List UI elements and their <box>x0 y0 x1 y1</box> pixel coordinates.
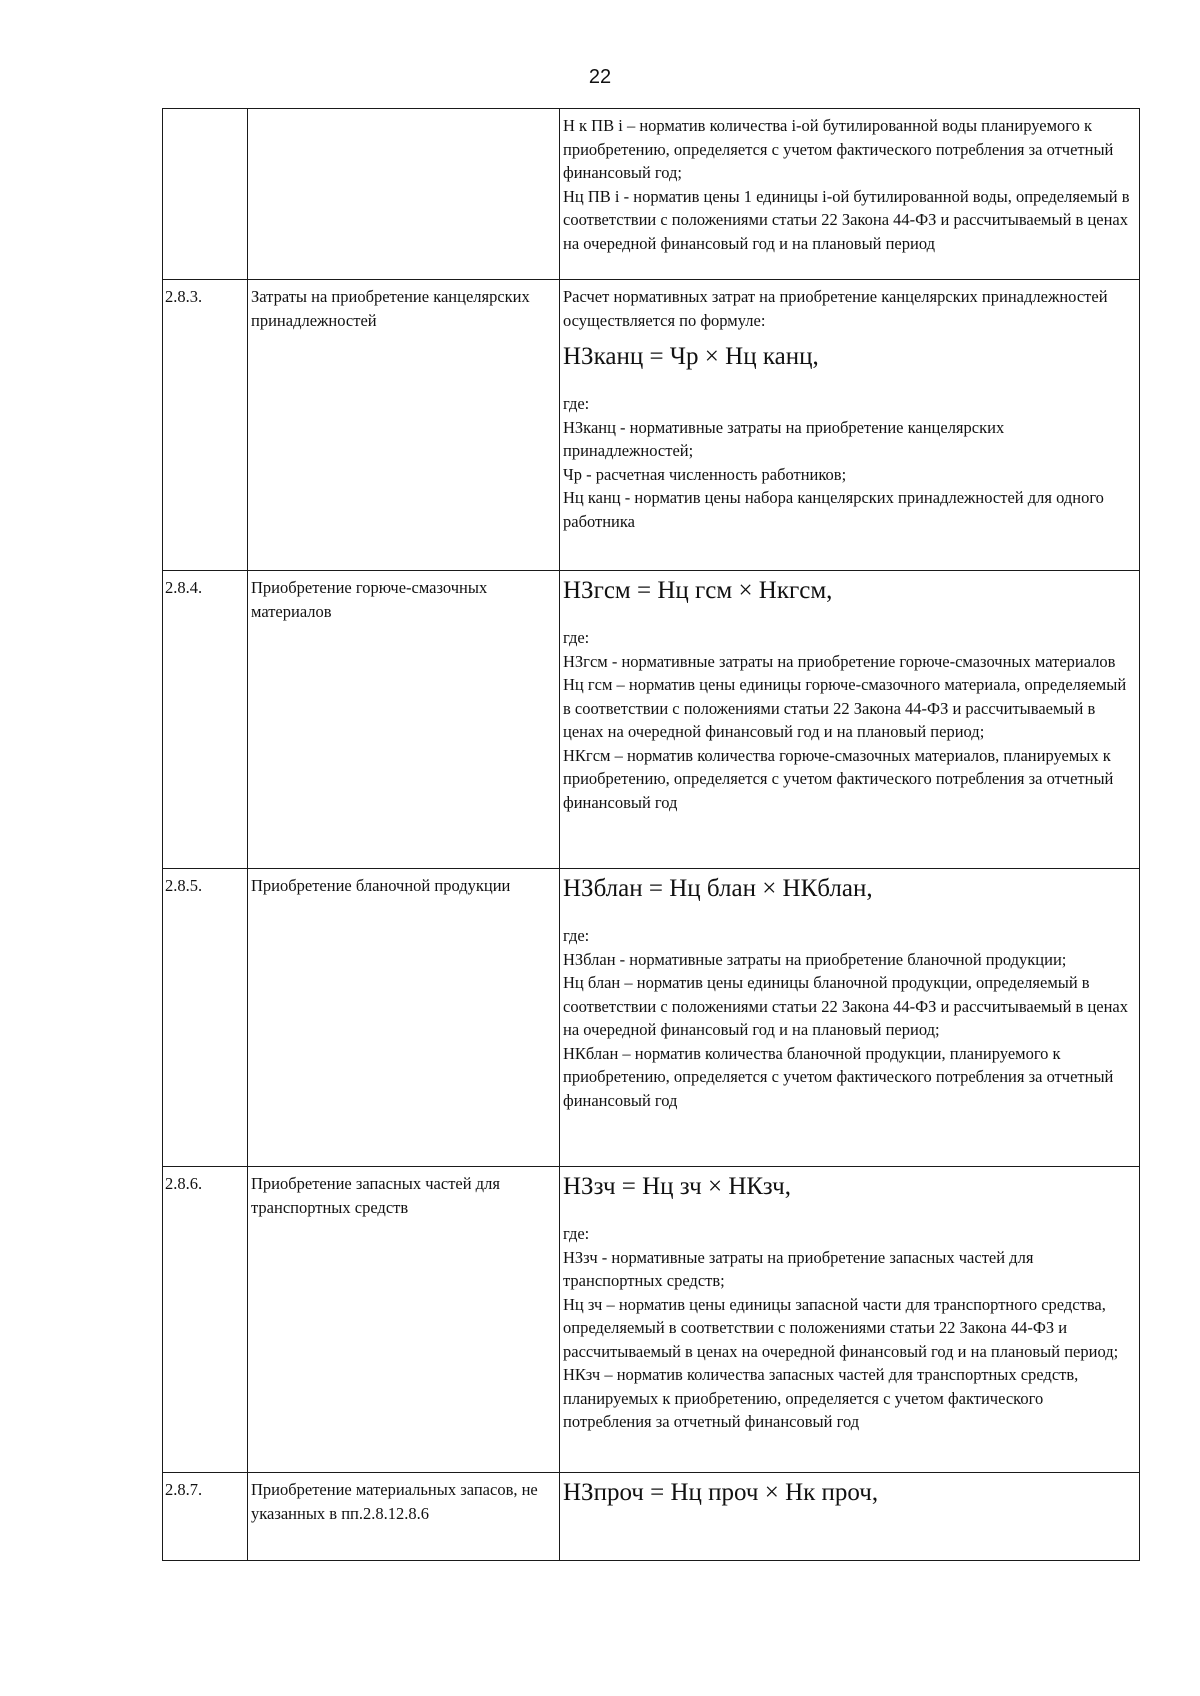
table-row-2-8-3 <box>163 280 1140 571</box>
table-row-2-8-6 <box>163 1167 1140 1473</box>
table-row-2-8-5 <box>163 869 1140 1167</box>
formula-intro: Расчет нормативных затрат на приобретение канцелярских принадлежностей осуществляется по формуле: <box>563 287 1108 330</box>
row-number-cell: 2.8.4. <box>163 571 248 869</box>
formula: НЗзч = Нц зч × НКзч, <box>563 1173 791 1200</box>
where-label: где: <box>563 926 590 945</box>
row-description-cell <box>560 1473 1140 1561</box>
row-number-cell: 2.8.3. <box>163 280 248 571</box>
row-name-cell: Приобретение материальных запасов, не указанных в пп.2.8.12.8.6 <box>248 1473 560 1561</box>
page-number: 22 <box>588 66 612 88</box>
row-description-cell <box>560 869 1140 1167</box>
where-label: где: <box>563 394 590 413</box>
row-name-cell: Приобретение горюче-смазочных материалов <box>248 571 560 869</box>
description-line: Нц блан – норматив цены единицы бланочной продукции, определяемый в соответствии с положениями статьи 22 Закона 44-ФЗ и рассчитываемый в ценах на очередной финансовый год и на плановый период; <box>563 973 1129 1039</box>
row-description-cell <box>560 109 1140 280</box>
row-description-cell <box>560 1167 1140 1473</box>
table-row-continuation <box>163 109 1140 280</box>
where-label: где: <box>563 1224 590 1243</box>
norms-table <box>162 108 1140 1561</box>
row-number-cell <box>163 109 248 280</box>
description-line: Нц гсм – норматив цены единицы горюче-смазочного материала, определяемый в соответствии с положениями статьи 22 Закона 44-ФЗ и рассчитываемый в ценах на очередной финансовый год и на плановый период; <box>563 675 1127 741</box>
row-name-cell <box>248 109 560 280</box>
row-name-cell: Затраты на приобретение канцелярских принадлежностей <box>248 280 560 571</box>
row-number-cell: 2.8.6. <box>163 1167 248 1473</box>
description-line: НЗзч - нормативные затраты на приобретение запасных частей для транспортных средств; <box>563 1247 1034 1290</box>
description-line: НКблан – норматив количества бланочной продукции, планируемого к приобретению, определяется с учетом фактического потребления за отчетный финансовый год <box>563 1043 1114 1110</box>
table-row-2-8-7 <box>163 1473 1140 1561</box>
description-line: Н к ПВ i – норматив количества i-ой бутилированной воды планируемого к приобретению, определяется с учетом фактического потребления за отчетный финансовый год; <box>563 116 1114 182</box>
row-number-cell: 2.8.5. <box>163 869 248 1167</box>
description-line: Нц зч – норматив цены единицы запасной части для транспортного средства, определяемый в соответствии с положениями статьи 22 Закона 44-ФЗ и рассчитываемый в ценах на очередной финансовый год и на плановый период; <box>563 1294 1119 1361</box>
description-line: Нц ПВ i - норматив цены 1 единицы i-ой бутилированной воды, определяемый в соответствии с положениями статьи 22 Закона 44-ФЗ и рассчитываемый в ценах на очередной финансовый год и на плановый период <box>563 186 1130 253</box>
row-description-cell <box>560 571 1140 869</box>
table-row-2-8-4 <box>163 571 1140 869</box>
description-line: НЗканц - нормативные затраты на приобретение канцелярских принадлежностей; <box>563 417 1005 460</box>
formula: НЗканц = Чр × Нц канц, <box>563 343 819 370</box>
row-number-cell: 2.8.7. <box>163 1473 248 1561</box>
row-name-cell: Приобретение бланочной продукции <box>248 869 560 1167</box>
description-line: Нц канц - норматив цены набора канцелярских принадлежностей для одного работника <box>563 488 1104 531</box>
formula: НЗгсм = Нц гсм × Нкгсм, <box>563 577 833 604</box>
description-line: НЗгсм - нормативные затраты на приобретение горюче-смазочных материалов <box>563 651 1116 671</box>
formula: НЗблан = Нц блан × НКблан, <box>563 875 873 902</box>
formula: НЗпроч = Нц проч × Нк проч, <box>563 1479 879 1506</box>
description-line: НКгсм – норматив количества горюче-смазочных материалов, планируемых к приобретению, определяется с учетом фактического потребления за отчетный финансовый год <box>563 745 1114 812</box>
description-line: НЗблан - нормативные затраты на приобретение бланочной продукции; <box>563 949 1067 969</box>
description-line: НКзч – норматив количества запасных частей для транспортных средств, планируемых к приобретению, определяется с учетом фактического потребления за отчетный финансовый год <box>563 1365 1079 1431</box>
row-name-cell: Приобретение запасных частей для транспортных средств <box>248 1167 560 1473</box>
description-line: Чр - расчетная численность работников; <box>563 464 847 484</box>
where-label: где: <box>563 628 590 647</box>
row-description-cell <box>560 280 1140 571</box>
